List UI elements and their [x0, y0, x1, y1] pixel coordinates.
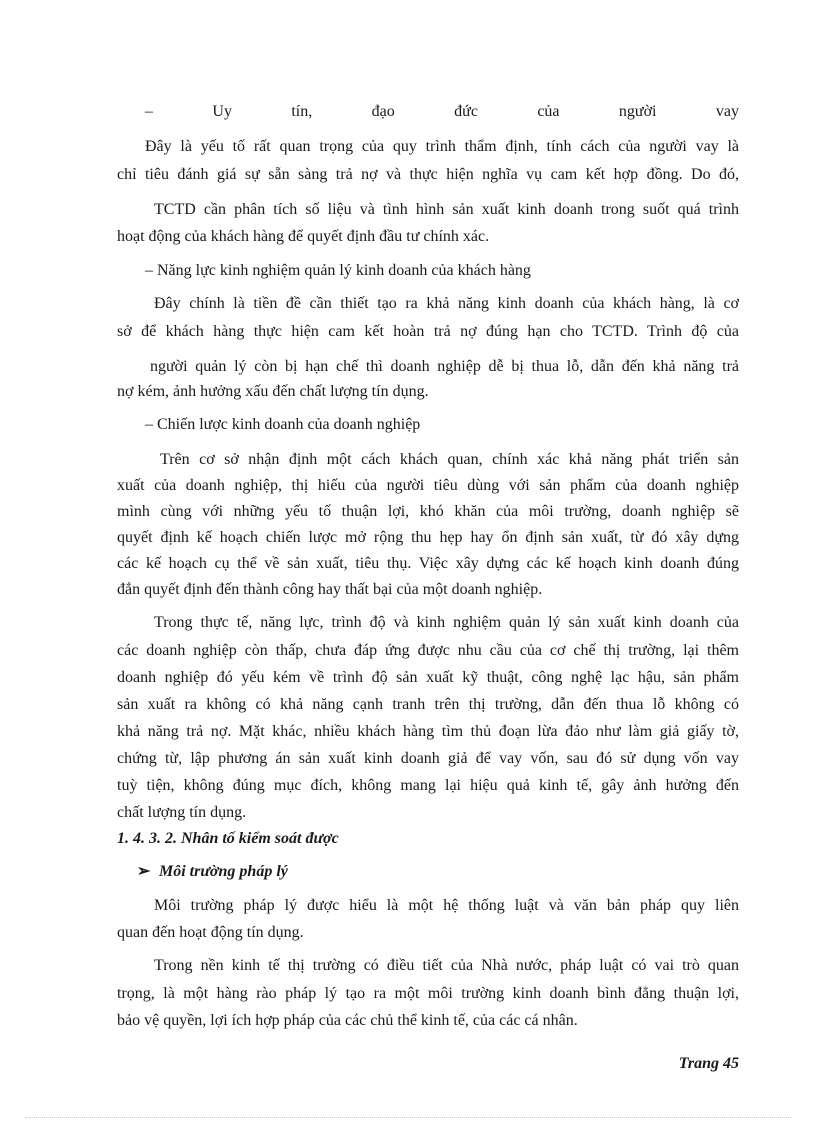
- footer-divider: [25, 1117, 791, 1118]
- paragraph-line: Trong nền kinh tế thị trường có điều tiết của Nhà nước, pháp luật có vai trò quan: [154, 957, 739, 974]
- paragraph-line: sản xuất ra không có khả năng cạnh tranh trên thị trường, dẫn đến thua lỗ không có: [117, 696, 739, 713]
- paragraph-line: đắn quyết định đến thành công hay thất bại của một doanh nghiệp.: [117, 581, 543, 598]
- arrow-bullet-icon: ➢: [137, 863, 151, 880]
- subheading-text: Môi trường pháp lý: [159, 863, 288, 880]
- paragraph-line: chỉ tiêu đánh giá sự sẵn sàng trả nợ và thực hiện nghĩa vụ cam kết hợp đồng. Do đó,: [117, 166, 739, 183]
- paragraph-line: TCTD cần phân tích số liệu và tình hình sản xuất kinh doanh trong suốt quá trình: [154, 201, 739, 218]
- paragraph-line: sở để khách hàng thực hiện cam kết hoàn trả nợ đúng hạn cho TCTD. Trình độ của: [117, 323, 739, 340]
- section-heading: 1. 4. 3. 2. Nhân tố kiểm soát được: [117, 830, 339, 847]
- paragraph-line: Đây chính là tiền đề cần thiết tạo ra khả năng kinh doanh của khách hàng, là cơ: [154, 295, 739, 312]
- paragraph-line: các doanh nghiệp còn thấp, chưa đáp ứng được nhu cầu của cơ chế thị trường, lại thêm: [117, 642, 739, 659]
- paragraph-line: quyết định kế hoạch chiến lược mở rộng thu hẹp hay ổn định sản xuất, từ đó xây dựng: [117, 529, 739, 546]
- paragraph-line: khả năng trả nợ. Mặt khác, nhiều khách hàng tìm thủ đoạn lừa đảo như làm giả giấy tờ,: [117, 723, 739, 740]
- paragraph-line: Môi trường pháp lý được hiểu là một hệ thống luật và văn bản pháp quy liên: [154, 897, 739, 914]
- paragraph-line: chứng từ, lập phương án sản xuất kinh doanh giả để vay vốn, sau đó sử dụng vốn vay: [117, 750, 739, 767]
- paragraph-line: hoạt động của khách hàng để quyết định đầu tư chính xác.: [117, 228, 490, 245]
- paragraph-line: Đây là yếu tố rất quan trọng của quy trình thẩm định, tính cách của người vay là: [145, 138, 739, 155]
- paragraph-line: Trên cơ sở nhận định một cách khách quan, chính xác khả năng phát triển sản: [160, 451, 739, 468]
- bullet-management-capacity: – Năng lực kinh nghiệm quản lý kinh doanh của khách hàng: [145, 262, 531, 279]
- paragraph-line: mình cùng với những yếu tố thuận lợi, khó khăn của môi trường, doanh nghiệp sẽ: [117, 503, 739, 520]
- paragraph-line: người quản lý còn bị hạn chế thì doanh nghiệp dễ bị thua lỗ, dẫn đến khả năng trả: [150, 358, 739, 375]
- paragraph-line: các kế hoạch cụ thể về sản xuất, tiêu thụ. Việc xây dựng các kế hoạch kinh doanh đúng: [117, 555, 739, 572]
- paragraph-line: nợ kém, ảnh hưởng xấu đến chất lượng tín dụng.: [117, 383, 429, 400]
- paragraph-line: bảo vệ quyền, lợi ích hợp pháp của các chủ thể kinh tế, của các cá nhân.: [117, 1012, 578, 1029]
- paragraph-line: quan đến hoạt động tín dụng.: [117, 924, 304, 941]
- paragraph-line: xuất của doanh nghiệp, thị hiếu của người tiêu dùng với sản phẩm của doanh nghiệp: [117, 477, 739, 494]
- paragraph-line: tuỳ tiện, không đúng mục đích, không mang lại hiệu quả kinh tế, gây ảnh hưởng đến: [117, 777, 739, 794]
- bullet-reputation: – Uy tín, đạo đức của người vay: [145, 103, 739, 120]
- paragraph-line: Trong thực tế, năng lực, trình độ và kinh nghiệm quản lý sản xuất kinh doanh của: [154, 614, 739, 631]
- subheading-legal-environment: [137, 861, 739, 883]
- paragraph-line: doanh nghiệp đó yếu kém về trình độ sản xuất kỹ thuật, công nghệ lạc hậu, sản phẩm: [117, 669, 739, 686]
- bullet-business-strategy: – Chiến lược kinh doanh của doanh nghiệp: [145, 416, 421, 433]
- paragraph-line: chất lượng tín dụng.: [117, 804, 247, 821]
- paragraph-line: trọng, là một hàng rào pháp lý tạo ra một môi trường kinh doanh bình đẳng thuận lợi,: [117, 985, 739, 1002]
- page-number: Trang 45: [678, 1055, 739, 1072]
